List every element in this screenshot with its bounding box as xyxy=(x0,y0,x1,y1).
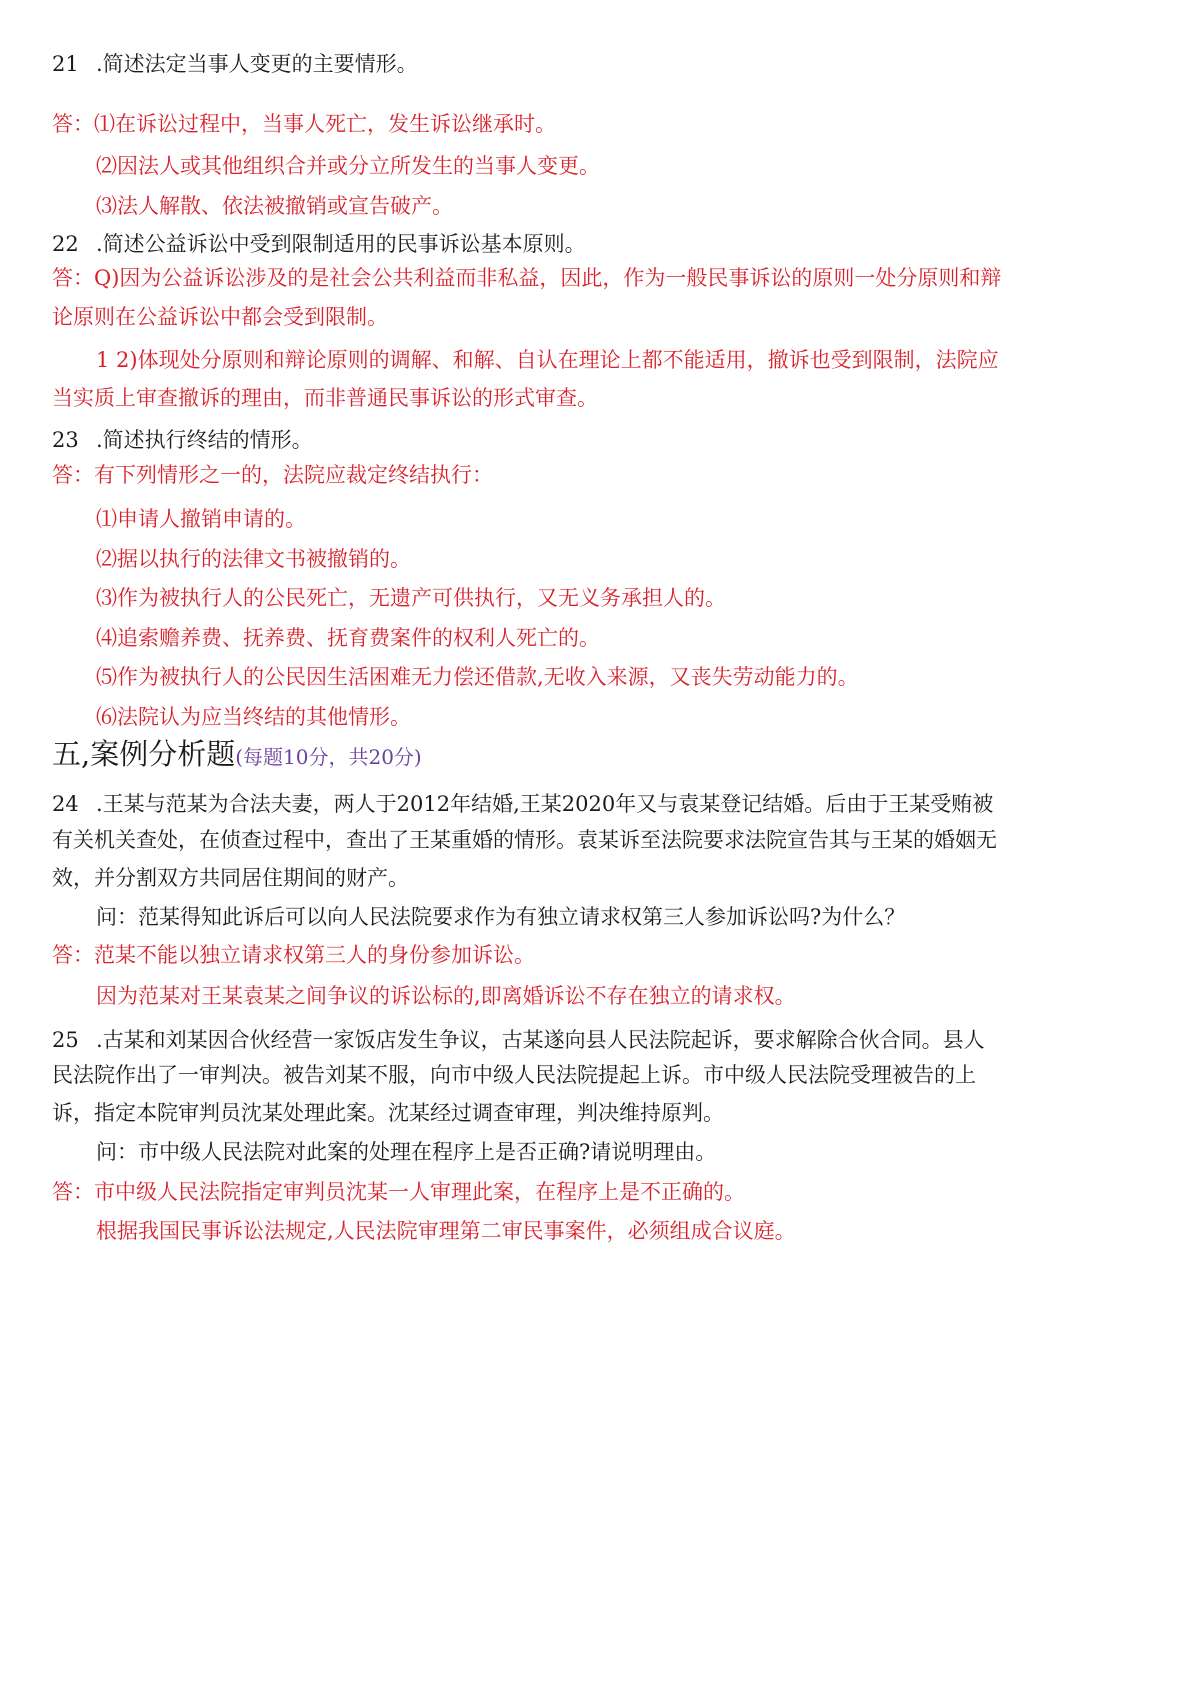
question-text-line: 民法院作出了一审判决。被告刘某不服，向市中级人民法院提起上诉。市中级人民法院受理被告的上 xyxy=(52,1063,976,1087)
answer-item: ⑹法院认为应当终结的其他情形。 xyxy=(96,705,411,729)
answer-item: ⑵据以执行的法律文书被撤销的。 xyxy=(96,547,411,571)
question-text: .简述法定当事人变更的主要情形。 xyxy=(96,52,418,76)
answer-line: 当实质上审查撤诉的理由，而非普通民事诉讼的形式审查。 xyxy=(52,386,598,410)
question-text: .古某和刘某因合伙经营一家饭店发生争议，古某遂向县人民法院起诉，要求解除合伙合同。县人 xyxy=(96,1028,985,1052)
answer-line: 答：⑴在诉讼过程中，当事人死亡，发生诉讼继承时。 xyxy=(52,112,556,136)
answer-line: 答：Q)因为公益诉讼涉及的是社会公共利益而非私益，因此，作为一般民事诉讼的原则一处分原则和辩 xyxy=(52,266,1002,290)
answer-intro: 答：有下列情形之一的，法院应裁定终结执行： xyxy=(52,463,493,487)
answer-line: 因为范某对王某袁某之间争议的诉讼标的,即离婚诉讼不存在独立的请求权。 xyxy=(96,984,796,1008)
answer-line: 根据我国民事诉讼法规定,人民法院审理第二审民事案件，必须组成合议庭。 xyxy=(96,1219,796,1243)
question-text: .王某与范某为合法夫妻，两人于2012年结婚,王某2020年又与袁某登记结婚。后由于王某受贿被 xyxy=(96,792,994,816)
question-24 xyxy=(52,790,993,818)
question-text: .简述公益诉讼中受到限制适用的民事诉讼基本原则。 xyxy=(96,232,586,256)
section-title: 五,案例分析题 xyxy=(52,737,236,771)
question-21 xyxy=(52,50,418,78)
answer-item: ⑸作为被执行人的公民因生活困难无力偿还借款,无收入来源，又丧失劳动能力的。 xyxy=(96,665,859,689)
answer-line: ⑶法人解散、依法被撤销或宣告破产。 xyxy=(96,194,453,218)
question-23 xyxy=(52,426,313,454)
question-text-line: 有关机关查处，在侦查过程中，查出了王某重婚的情形。袁某诉至法院要求法院宣告其与王某的婚姻无 xyxy=(52,828,997,852)
question-number: 23 xyxy=(52,428,79,452)
answer-line: 1 2)体现处分原则和辩论原则的调解、和解、自认在理论上都不能适用，撤诉也受到限制，法院应 xyxy=(96,348,999,372)
question-22 xyxy=(52,230,586,258)
answer-item: ⑴申请人撤销申请的。 xyxy=(96,507,306,531)
question-number: 25 xyxy=(52,1028,79,1052)
answer-line: 答：市中级人民法院指定审判员沈某一人审理此案，在程序上是不正确的。 xyxy=(52,1180,745,1204)
answer-item: ⑶作为被执行人的公民死亡，无遗产可供执行，又无义务承担人的。 xyxy=(96,586,726,610)
question-ask: 问：范某得知此诉后可以向人民法院要求作为有独立请求权第三人参加诉讼吗?为什么？ xyxy=(96,905,906,929)
question-text-line: 诉，指定本院审判员沈某处理此案。沈某经过调查审理，判决维持原判。 xyxy=(52,1101,724,1125)
question-ask: 问：市中级人民法院对此案的处理在程序上是否正确?请说明理由。 xyxy=(96,1140,717,1164)
question-number: 22 xyxy=(52,232,79,256)
question-25 xyxy=(52,1026,985,1054)
answer-line: 答：范某不能以独立请求权第三人的身份参加诉讼。 xyxy=(52,943,535,967)
answer-line: ⑵因法人或其他组织合并或分立所发生的当事人变更。 xyxy=(96,154,600,178)
question-number: 21 xyxy=(52,52,79,76)
question-number: 24 xyxy=(52,792,79,816)
section-score: (每题10分，共20分) xyxy=(235,745,422,769)
section-heading xyxy=(52,736,422,775)
question-text: .简述执行终结的情形。 xyxy=(96,428,313,452)
answer-line: 论原则在公益诉讼中都会受到限制。 xyxy=(52,305,388,329)
question-text-line: 效，并分割双方共同居住期间的财产。 xyxy=(52,866,409,890)
answer-item: ⑷追索赡养费、抚养费、抚育费案件的权利人死亡的。 xyxy=(96,626,600,650)
